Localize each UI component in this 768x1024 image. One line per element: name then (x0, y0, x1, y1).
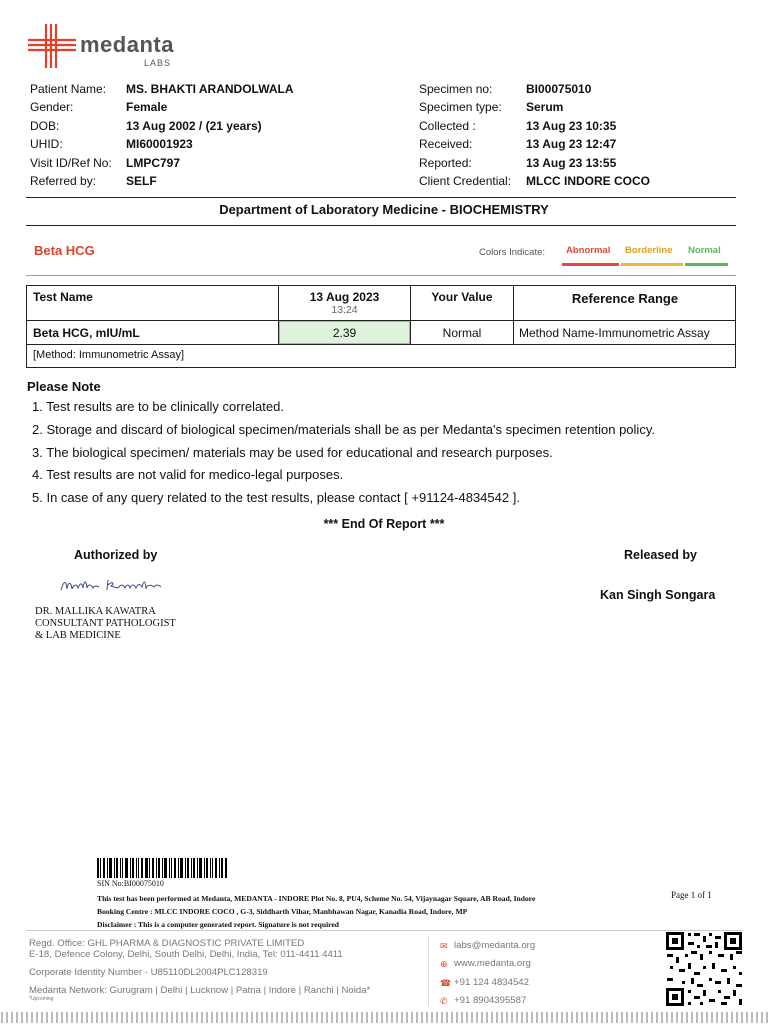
info-label: Referred by: (30, 174, 97, 189)
info-label: Visit ID/Ref No: (30, 155, 112, 170)
info-row (30, 98, 294, 116)
info-row (419, 135, 650, 153)
note-item: 5. In case of any query related to the test results, please contact [ +91124-4834542 ]. (32, 490, 520, 506)
info-value: BI00075010 (526, 82, 592, 96)
note-item: 4. Test results are not valid for medico-legal purposes. (32, 467, 344, 483)
contact-text: labs@medanta.org (454, 940, 536, 951)
cin: Corporate Identity Number - U85110DL2004PLC128319 (29, 967, 268, 978)
end-of-report: *** End Of Report *** (323, 517, 445, 531)
contact-text: www.medanta.org (454, 958, 531, 970)
divider (26, 225, 736, 226)
disclaimer: Disclaimer : This is a computer generated report. Signature is not required (97, 920, 340, 929)
patient-info (30, 80, 294, 190)
header-date: 13 Aug 2023 (309, 290, 380, 304)
specimen-info (419, 80, 650, 190)
contact-text: +91 124 4834542 (454, 976, 529, 988)
info-label: Reported: (419, 155, 472, 170)
header-your-value: Your Value (431, 290, 493, 304)
info-row (419, 80, 650, 98)
note-item: 1. Test results are to be clinically correlated. (32, 399, 284, 414)
info-value: Serum (526, 100, 564, 115)
page-number: Page 1 of 1 (671, 890, 712, 900)
info-label: Specimen type: (419, 100, 502, 115)
registered-office: Regd. Office: GHL PHARMA & DIAGNOSTIC PRIVATE LIMITED (29, 938, 305, 949)
released-by-label: Released by (624, 548, 697, 562)
legend-normal-bar (685, 263, 728, 266)
performed-details (97, 892, 535, 931)
info-label: DOB: (30, 118, 60, 133)
info-label: Patient Name: (30, 82, 107, 96)
test-title: Beta HCG (34, 243, 95, 258)
info-label: Specimen no: (419, 82, 493, 96)
row-status: Normal (442, 326, 482, 340)
info-row (30, 117, 294, 135)
divider (26, 197, 736, 198)
mobile-icon: ✆ (440, 996, 448, 1007)
phone-icon: ☎ (440, 977, 452, 988)
info-row (30, 80, 294, 98)
section-divider (26, 275, 736, 276)
header-reference-range: Reference Range (571, 291, 679, 306)
row-result: 2.39 (332, 326, 357, 340)
info-label: Collected : (419, 118, 476, 133)
doctor-dept: & LAB MEDICINE (35, 630, 121, 641)
note-item: 3. The biological specimen/ materials may be used for educational and research purposes. (32, 444, 553, 460)
info-value: MS. BHAKTI ARANDOLWALA (126, 82, 294, 96)
performed-at: This test has been performed at Medanta, MEDANTA - INDORE Plot No. 8, PU4, Scheme No. 54, Vijaynagar Square, AB Road, Indore (97, 894, 536, 903)
note-item: 2. Storage and discard of biological specimen/materials shall be as per Medanta's specimen retention policy. (32, 421, 655, 437)
info-row (419, 154, 650, 172)
department-title: Department of Laboratory Medicine - BIOCHEMISTRY (219, 202, 549, 217)
row-test-name: Beta HCG, mIU/mL (33, 326, 140, 340)
info-value: 13 Aug 23 13:55 (526, 155, 617, 170)
info-label: Received: (419, 137, 473, 152)
header-test-name: Test Name (33, 290, 93, 304)
authorized-by-label: Authorized by (74, 548, 158, 562)
legend-abnormal-bar (562, 263, 619, 266)
info-value: 13 Aug 23 12:47 (526, 137, 617, 152)
legend-abnormal: Abnormal (566, 245, 611, 256)
legend-normal: Normal (688, 245, 721, 256)
footer-divider (26, 930, 742, 931)
brand-sub: LABS (144, 58, 172, 68)
method-note: [Method: Immunometric Assay] (33, 349, 184, 361)
doctor-details (35, 606, 176, 642)
note-title: Please Note (27, 379, 101, 394)
medanta-logo (26, 20, 196, 72)
specimen-barcode (97, 858, 227, 878)
bottom-tick-strip (0, 1011, 768, 1024)
contact-mobile[interactable] (440, 992, 535, 1010)
results-table (26, 285, 736, 368)
footer-separator (428, 936, 429, 1006)
releaser-name: Kan Singh Songara (600, 588, 716, 602)
corporate-info (29, 938, 370, 1002)
info-value: LMPC797 (126, 155, 181, 170)
office-address: E-18, Defence Colony, Delhi, South Delhi, Delhi, India, Tel: 011-4411 4411 (29, 949, 343, 960)
info-value: SELF (126, 174, 157, 189)
globe-icon: ⊕ (440, 959, 448, 970)
upcoming-note: *Upcoming (29, 996, 54, 1002)
row-divider (27, 344, 735, 345)
info-value: 13 Aug 23 10:35 (526, 118, 617, 133)
mail-icon: ✉ (440, 941, 448, 951)
sin-number: SIN No:BI00075010 (97, 879, 164, 888)
info-label: Gender: (30, 100, 74, 115)
qr-code (665, 931, 743, 1007)
info-row (30, 154, 294, 172)
booking-centre: Booking Centre : MLCC INDORE COCO , G-3, Siddharth Vihar, Manbhawan Nagar, Kanadia Road, Indore, MP (97, 907, 468, 916)
header-time: 13:24 (331, 304, 358, 316)
notes-list (32, 399, 655, 513)
info-row (30, 135, 294, 153)
doctor-signature (58, 570, 173, 596)
info-value: MLCC INDORE COCO (526, 174, 650, 189)
contact-email[interactable] (440, 937, 535, 955)
contact-phone[interactable] (440, 974, 535, 992)
info-row (419, 172, 650, 190)
info-row (419, 98, 650, 116)
medanta-cross-icon (26, 20, 78, 72)
contact-text: +91 8904395587 (454, 995, 527, 1007)
legend-borderline: Borderline (625, 245, 673, 256)
info-value: Female (126, 100, 168, 115)
doctor-name: DR. MALLIKA KAWATRA (35, 606, 156, 617)
contact-website[interactable] (440, 955, 535, 973)
info-row (30, 172, 294, 190)
signature-text: Mallika Kawatra (58, 570, 66, 571)
row-reference: Method Name-Immunometric Assay (519, 326, 710, 340)
network: Medanta Network: Gurugram | Delhi | Lucknow | Patna | Indore | Ranchi | Noida* (29, 985, 371, 996)
info-row (419, 117, 650, 135)
brand-name: medanta (80, 32, 174, 57)
info-value: 13 Aug 2002 / (21 years) (126, 118, 262, 133)
info-label: UHID: (30, 137, 63, 152)
info-value: MI60001923 (126, 137, 193, 152)
contact-list (440, 937, 535, 1011)
legend-label: Colors Indicate: (479, 247, 546, 258)
info-label: Client Credential: (419, 174, 512, 189)
legend-borderline-bar (621, 263, 683, 266)
doctor-title: CONSULTANT PATHOLOGIST (35, 618, 176, 629)
